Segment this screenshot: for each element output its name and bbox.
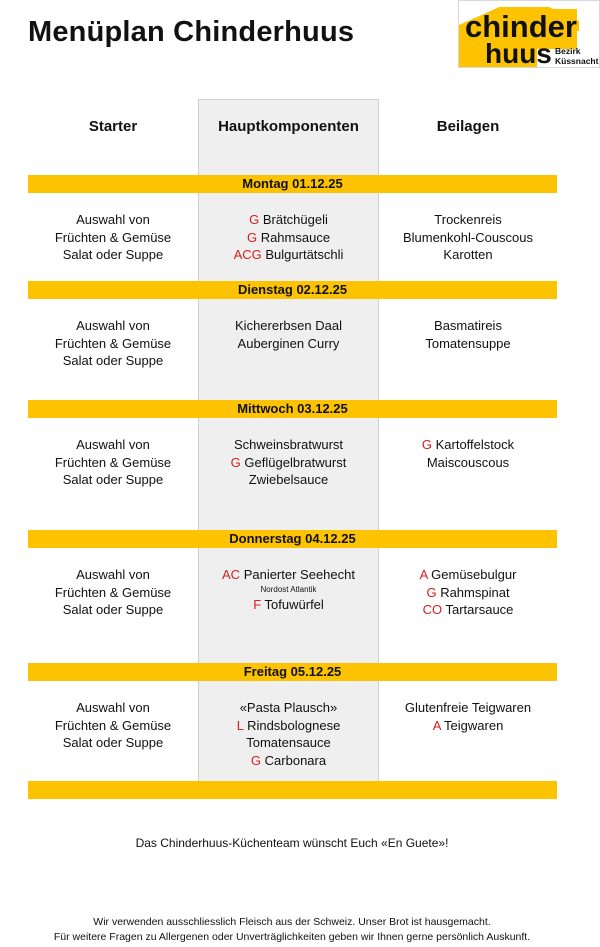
dish-name: Nordost Atlantik — [260, 584, 317, 594]
closing-wish: Das Chinderhuus-Küchenteam wünscht Euch «En Guete»! — [135, 836, 449, 850]
starter-line: Auswahl von — [76, 212, 150, 227]
starter-cell — [28, 317, 198, 370]
dish-item — [198, 229, 379, 247]
dish-name: Carbonara — [264, 752, 327, 768]
dish-name: Schweinsbratwurst — [233, 437, 344, 452]
main-component-cell — [198, 436, 379, 489]
dish-name: Geflügelbratwurst — [244, 454, 347, 470]
day-header: Mittwoch 03.12.25 — [28, 400, 557, 418]
dish-item — [198, 734, 379, 752]
dish-item — [379, 584, 557, 602]
dish-item — [198, 471, 379, 489]
allergen-code: G — [426, 584, 437, 600]
starter-cell — [28, 566, 198, 619]
dish-item — [198, 317, 379, 335]
dish-name: Trockenreis — [434, 212, 502, 227]
dish-name: «Pasta Plausch» — [239, 700, 338, 715]
day-header: Dienstag 02.12.25 — [28, 281, 557, 299]
starter-line: Salat oder Suppe — [62, 472, 164, 488]
allergen-code: G — [250, 752, 262, 768]
dish-item — [198, 584, 379, 596]
starter-line: Auswahl von — [76, 437, 150, 452]
starter-line: Früchten & Gemüse — [54, 335, 172, 351]
dish-item — [198, 699, 379, 717]
dish-name: Bulgurtätschli — [265, 247, 344, 263]
dish-name: Maiscouscous — [426, 454, 510, 470]
dish-name: Panierter Seehecht — [243, 567, 355, 582]
starter-cell — [28, 436, 198, 489]
chinderhuus-logo — [458, 0, 600, 68]
column-header-sides: Beilagen — [436, 118, 500, 135]
dish-name: Tomatensauce — [246, 735, 331, 751]
allergen-code: A — [419, 567, 428, 582]
dish-item — [198, 717, 379, 735]
dish-name: Kartoffelstock — [435, 437, 515, 452]
column-header-main: Hauptkomponenten — [218, 118, 359, 135]
logo-word-huus: huus — [485, 38, 552, 68]
allergen-code: G — [230, 454, 241, 470]
allergen-code: L — [236, 717, 244, 733]
allergen-code: G — [249, 212, 260, 227]
dish-item — [198, 211, 379, 229]
dish-item — [198, 752, 379, 770]
bottom-bar — [28, 781, 557, 799]
dish-item — [198, 566, 379, 584]
dish-name: Rahmsauce — [260, 229, 331, 245]
day-header: Donnerstag 04.12.25 — [28, 530, 557, 548]
main-component-cell — [198, 699, 379, 769]
dish-item — [379, 436, 557, 454]
dish-name: Glutenfreie Teigwaren — [404, 700, 532, 715]
dish-item — [379, 566, 557, 584]
dish-item — [198, 436, 379, 454]
dish-item — [379, 211, 557, 229]
starter-line: Salat oder Suppe — [62, 247, 164, 263]
starter-line: Früchten & Gemüse — [54, 717, 172, 733]
dish-name: Blumenkohl-Couscous — [402, 229, 534, 245]
side-dish-cell — [379, 436, 557, 471]
starter-line: Früchten & Gemüse — [54, 229, 172, 245]
column-header-starter: Starter — [88, 118, 138, 135]
allergen-code: F — [253, 596, 262, 612]
footer-allergen-note: Für weitere Fragen zu Allergenen oder Unverträglichkeiten geben wir Ihnen gerne persönlich Auskunft. — [53, 931, 531, 943]
dish-name: Teigwaren — [444, 717, 504, 733]
dish-name: Brätchügeli — [262, 212, 328, 227]
allergen-code: G — [421, 437, 432, 452]
allergen-code: AC — [222, 567, 241, 582]
dish-item — [379, 699, 557, 717]
starter-line: Salat oder Suppe — [62, 735, 164, 751]
day-header: Montag 01.12.25 — [28, 175, 557, 193]
starter-cell — [28, 699, 198, 752]
main-component-cell — [198, 566, 379, 613]
dish-name: Tartarsauce — [445, 602, 514, 618]
side-dish-cell — [379, 317, 557, 352]
allergen-code: G — [246, 229, 258, 245]
logo-sub-kuessnacht: Küssnacht — [555, 56, 599, 66]
dish-item — [379, 335, 557, 353]
dish-item — [198, 454, 379, 472]
logo-sub-bezirk: Bezirk — [555, 46, 581, 56]
side-dish-cell — [379, 699, 557, 734]
dish-item — [379, 717, 557, 735]
dish-name: Tofuwürfel — [264, 596, 324, 612]
starter-line: Salat oder Suppe — [62, 353, 164, 369]
dish-name: Rindsbolognese — [247, 717, 341, 733]
main-component-cell — [198, 317, 379, 352]
page-title: Menüplan Chinderhuus — [28, 16, 355, 48]
starter-line: Salat oder Suppe — [62, 602, 164, 618]
dish-name: Kichererbsen Daal — [235, 318, 342, 333]
allergen-code: ACG — [233, 247, 262, 263]
dish-item — [379, 601, 557, 619]
dish-item — [379, 454, 557, 472]
starter-line: Auswahl von — [76, 700, 150, 715]
dish-name: Gemüsebulgur — [431, 567, 517, 582]
logo-graphic — [459, 1, 600, 68]
dish-item — [198, 335, 379, 353]
starter-line: Früchten & Gemüse — [54, 584, 172, 600]
dish-name: Karotten — [443, 247, 493, 263]
side-dish-cell — [379, 211, 557, 264]
starter-line: Auswahl von — [76, 567, 150, 582]
dish-item — [379, 229, 557, 247]
day-header: Freitag 05.12.25 — [28, 663, 557, 681]
starter-line: Früchten & Gemüse — [54, 454, 172, 470]
dish-item — [198, 246, 379, 264]
dish-name: Zwiebelsauce — [248, 472, 329, 488]
dish-name: Auberginen Curry — [237, 335, 340, 351]
allergen-code: A — [432, 717, 441, 733]
allergen-code: CO — [422, 602, 443, 618]
dish-item — [379, 246, 557, 264]
starter-line: Auswahl von — [76, 318, 150, 333]
footer-meat-note: Wir verwenden ausschliesslich Fleisch aus der Schweiz. Unser Brot ist hausgemacht. — [93, 916, 491, 928]
logo-word-chinder: chinder — [465, 9, 577, 44]
main-component-cell — [198, 211, 379, 264]
dish-item — [379, 317, 557, 335]
dish-name: Basmatireis — [434, 318, 502, 333]
dish-name: Rahmspinat — [440, 584, 510, 600]
side-dish-cell — [379, 566, 557, 619]
dish-item — [198, 596, 379, 614]
dish-name: Tomatensuppe — [425, 335, 511, 351]
starter-cell — [28, 211, 198, 264]
